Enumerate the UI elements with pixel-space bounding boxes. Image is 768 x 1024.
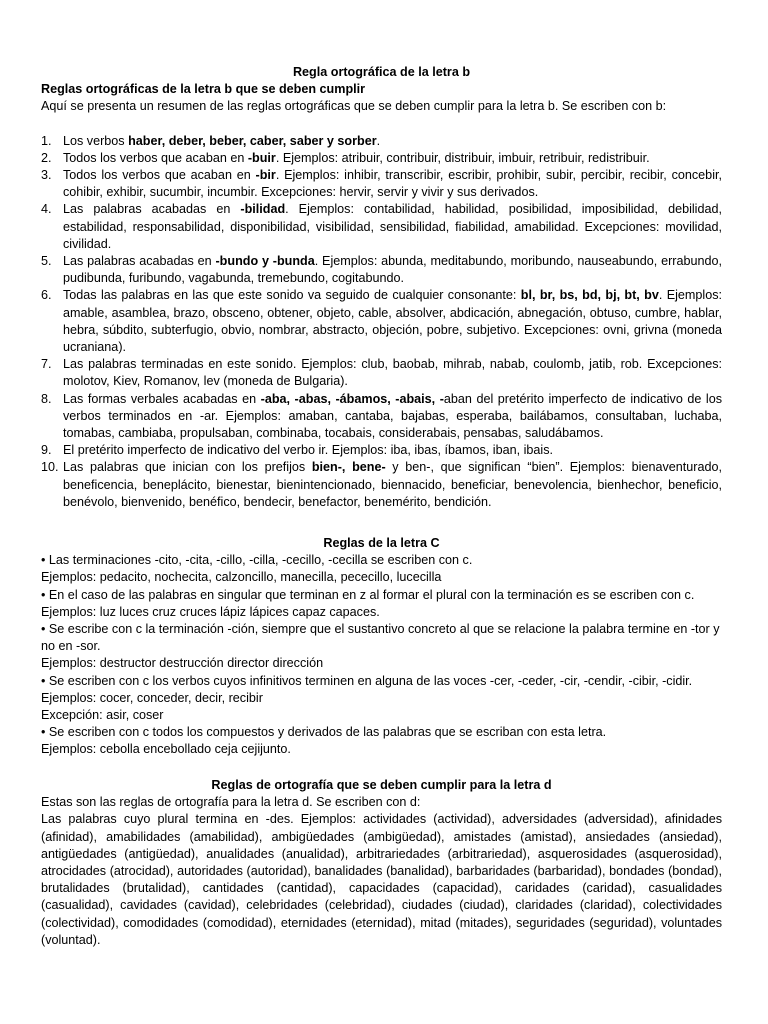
item-text: Las palabras acabadas en -bilidad. Ejemplos: contabilidad, habilidad, posibilidad, imposibilidad, debilidad, estabilidad, responsabilidad, disponibilidad, visibilidad, sensibilidad, fiabilidad, amabilidad. Excepciones: movilidad, civilidad. [63, 202, 722, 251]
list-item [41, 133, 722, 150]
text-line: • Se escriben con c todos los compuestos y derivados de las palabras que se escriban con esta letra. [41, 725, 607, 740]
item-number: 2. [41, 150, 52, 165]
text-line: Ejemplos: cebolla encebollado ceja cejijunto. [41, 742, 291, 757]
text-line: • Se escribe con c la terminación -ción, siempre que el sustantivo concreto al que se relacione la palabra termine en -tor y no en -sor. [41, 622, 720, 654]
list-item [41, 391, 722, 443]
text-line: • Las terminaciones -cito, -cita, -cillo, -cilla, -cecillo, -cecilla se escriben con c. [41, 553, 473, 568]
item-text: Las palabras acabadas en -bundo y -bunda. Ejemplos: abunda, meditabundo, moribundo, nauseabundo, errabundo, pudibunda, furibundo, vagabunda, tremebundo, cogitabundo. [63, 254, 722, 286]
section-letter-c [41, 535, 722, 759]
section-letter-b [41, 64, 722, 511]
list-item [41, 201, 722, 253]
item-number: 6. [41, 288, 52, 303]
item-number: 5. [41, 254, 52, 269]
section-b-intro: Aquí se presenta un resumen de las reglas ortográficas que se deben cumplir para la letra b. Se escriben con b: [41, 99, 667, 114]
text-line: Ejemplos: luz luces cruz cruces lápiz lápices capaz capaces. [41, 604, 380, 619]
text-line: Ejemplos: destructor destrucción director dirección [41, 656, 324, 671]
item-text: Todos los verbos que acaban en -buir. Ejemplos: atribuir, contribuir, distribuir, imbuir, retribuir, redistribuir. [63, 150, 650, 165]
section-d-body: Las palabras cuyo plural termina en -des. Ejemplos: actividades (actividad), adversidades (adversidad), afinidades (afinidad), amabilidades (amabilidad), ambigüedades (ambigüedad), amistades (amistad), ansiedades (ansiedad), antigüedades (antigüedad), anualidades (anualidad), arbitrariedades (arbitrariedad), asquerosidades (asquerosidad), atrocidades (atrocidad), autoridades (autoridad), banalidades (banalidad), barbaridades (barbaridad), bondades (bondad), brutalidades (brutalidad), cantidades (cantidad), capacidades (capacidad), caridades (caridad), casualidades (casualidad), cavidades (cavidad), celebridades (celebridad), ciudades (ciudad), claridades (claridad), colectividades (colectividad), comodidades (comodidad), eternidades (eternidad), mitad (mitades), seguridades (seguridad), voluntades (voluntad). [41, 812, 722, 947]
text-line: Excepción: asir, coser [41, 708, 164, 723]
section-d-intro: Estas son las reglas de ortografía para la letra d. Se escriben con d: [41, 795, 421, 810]
item-text: Todas las palabras en las que este sonido va seguido de cualquier consonante: bl, br, bs, bd, bj, bt, bv. Ejemplos: amable, asamblea, brazo, obsceno, obtener, objeto, cable, absolver, abdicación, abnegación, obtuso, cumbre, hablar, hebra, súbdito, subterfugio, obvio, nombrar, abstracto, objeción, pobre, subjetivo. Excepciones: ovni, grivna (moneda ucraniana). [63, 288, 723, 355]
item-text: Las palabras terminadas en este sonido. Ejemplos: club, baobab, mihrab, nabab, coulomb, jatib, rob. Excepciones: molotov, Kiev, Romanov, lev (moneda de Bulgaria). [63, 357, 722, 389]
item-text: El pretérito imperfecto de indicativo del verbo ir. Ejemplos: iba, ibas, íbamos, iban, ibais. [63, 443, 553, 458]
item-text: Las palabras que inician con los prefijos bien-, bene- y ben-, que significan “bien”. Ejemplos: bienaventurado, beneficencia, beneplácito, bienestar, bienintencionado, biennacido, beneficiar, benevolencia, bienhechor, beneficio, benévolo, bienvenido, benéfico, bendecir, benefactor, benemérito, bendición. [63, 460, 722, 509]
section-letter-d [41, 777, 722, 949]
section-d-title: Reglas de ortografía que se deben cumplir para la letra d [211, 778, 552, 792]
text-line: Ejemplos: pedacito, nochecita, calzoncillo, manecilla, pececillo, lucecilla [41, 570, 442, 585]
text-line: • En el caso de las palabras en singular que terminan en z al formar el plural con la terminación es se escriben con c. [41, 587, 695, 602]
item-text: Los verbos haber, deber, beber, caber, saber y sorber. [63, 133, 381, 148]
item-number: 10. [41, 460, 59, 475]
section-b-rules-list [41, 133, 722, 511]
item-number: 3. [41, 168, 52, 183]
list-item [41, 356, 722, 390]
section-c-body [41, 552, 722, 758]
list-item [41, 167, 722, 201]
item-number: 1. [41, 133, 52, 148]
item-text: Las formas verbales acabadas en -aba, -abas, -ábamos, -abais, -aban del pretérito imperfecto de indicativo de los verbos terminados en -ar. Ejemplos: amaban, cantaba, bajabas, esperaba, bailábamos, consultaban, luchaba, tomabas, cambiaba, propulsaban, combinaba, tocabais, considerabais, pensabas, saludábamos. [63, 391, 722, 441]
item-text: Todos los verbos que acaban en -bir. Ejemplos: inhibir, transcribir, escribir, prohibir, subir, percibir, recibir, concebir, cohibir, exhibir, sucumbir, incumbir. Excepciones: hervir, servir y vivir y sus derivados. [63, 168, 722, 200]
item-number: 7. [41, 357, 52, 372]
list-item [41, 150, 722, 167]
section-b-title: Regla ortográfica de la letra b [292, 65, 471, 79]
text-line: • Se escriben con c los verbos cuyos infinitivos terminen en alguna de las voces -cer, -ceder, -cir, -cendir, -cibir, -cidir. [41, 673, 693, 688]
list-item [41, 442, 722, 459]
list-item [41, 253, 722, 287]
text-line: Ejemplos: cocer, conceder, decir, recibir [41, 690, 263, 705]
list-item [41, 287, 722, 356]
item-number: 4. [41, 202, 52, 217]
list-item [41, 459, 722, 511]
item-number: 8. [41, 391, 52, 406]
section-c-title: Reglas de la letra C [323, 536, 440, 550]
section-b-subtitle: Reglas ortográficas de la letra b que se deben cumplir [41, 82, 366, 97]
item-number: 9. [41, 443, 52, 458]
